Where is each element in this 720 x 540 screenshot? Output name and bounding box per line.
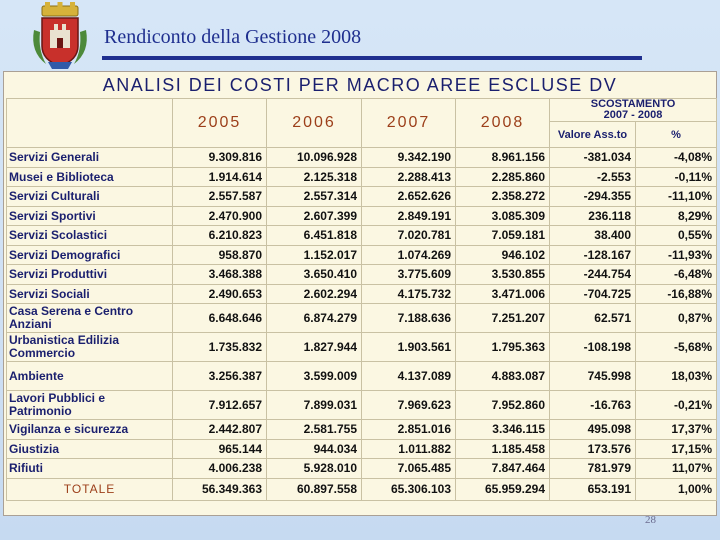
total-delta: 653.191: [550, 478, 636, 500]
cell-v2008: 3.471.006: [456, 284, 550, 304]
page-number: 28: [645, 514, 656, 526]
cell-v2006: 3.650.410: [267, 265, 362, 285]
total-label: TOTALE: [7, 478, 173, 500]
cell-pct: 8,29%: [636, 206, 717, 226]
cell-v2008: 2.285.860: [456, 167, 550, 187]
table-title: ANALISI DEI COSTI PER MACRO AREE ESCLUSE DV: [102, 75, 618, 95]
cell-v2006: 1.152.017: [267, 245, 362, 265]
row-label: Giustizia: [7, 439, 173, 459]
cell-v2008: 3.346.115: [456, 420, 550, 440]
cell-v2006: 5.928.010: [267, 459, 362, 479]
cell-v2008: 4.883.087: [456, 362, 550, 391]
scostamento-period: 2007 - 2008: [603, 109, 663, 121]
cell-v2006: 2.602.294: [267, 284, 362, 304]
cell-pct: 0,55%: [636, 226, 717, 246]
cell-v2008: 7.952.860: [456, 391, 550, 420]
row-label: Servizi Culturali: [7, 187, 173, 207]
table-row: [7, 459, 717, 479]
cell-v2007: 4.137.089: [362, 362, 456, 391]
row-label: Servizi Produttivi: [7, 265, 173, 285]
cell-pct: 17,15%: [636, 439, 717, 459]
cell-v2005: 4.006.238: [173, 459, 267, 479]
cell-delta: 38.400: [550, 226, 636, 246]
table-row: [7, 265, 717, 285]
city-crest-logo: [28, 2, 92, 72]
cell-pct: -11,10%: [636, 187, 717, 207]
total-row: [7, 478, 717, 500]
cell-pct: -0,11%: [636, 167, 717, 187]
cell-pct: -16,88%: [636, 284, 717, 304]
cell-v2005: 965.144: [173, 439, 267, 459]
cell-pct: 11,07%: [636, 459, 717, 479]
cell-v2005: 1.914.614: [173, 167, 267, 187]
table-row: [7, 187, 717, 207]
cell-pct: -4,08%: [636, 148, 717, 168]
row-label: Ambiente: [7, 362, 173, 391]
cell-v2005: 2.557.587: [173, 187, 267, 207]
cell-v2006: 1.827.944: [267, 333, 362, 362]
cell-v2007: 3.775.609: [362, 265, 456, 285]
cell-delta: -704.725: [550, 284, 636, 304]
cell-v2008: 2.358.272: [456, 187, 550, 207]
cell-v2007: 7.969.623: [362, 391, 456, 420]
cell-pct: -11,93%: [636, 245, 717, 265]
slide-title: Rendiconto della Gestione 2008: [104, 26, 362, 48]
total-v2007: 65.306.103: [362, 478, 456, 500]
row-label: Servizi Generali: [7, 148, 173, 168]
cell-v2006: 2.581.755: [267, 420, 362, 440]
total-v2005: 56.349.363: [173, 478, 267, 500]
table-panel: [3, 71, 717, 516]
title-divider: [102, 56, 642, 60]
table-row: [7, 439, 717, 459]
cell-v2008: 946.102: [456, 245, 550, 265]
cell-v2005: 6.210.823: [173, 226, 267, 246]
cell-pct: -6,48%: [636, 265, 717, 285]
year-header: 2008: [456, 99, 550, 148]
cell-v2008: 3.530.855: [456, 265, 550, 285]
header-blank: [7, 99, 173, 148]
cell-v2007: 4.175.732: [362, 284, 456, 304]
cell-pct: -5,68%: [636, 333, 717, 362]
cell-delta: 745.998: [550, 362, 636, 391]
cell-v2005: 958.870: [173, 245, 267, 265]
cell-delta: -244.754: [550, 265, 636, 285]
cell-delta: 781.979: [550, 459, 636, 479]
cell-v2006: 944.034: [267, 439, 362, 459]
cell-v2005: 1.735.832: [173, 333, 267, 362]
table-row: [7, 304, 717, 333]
table-row: [7, 284, 717, 304]
cell-delta: -16.763: [550, 391, 636, 420]
cell-v2006: 2.557.314: [267, 187, 362, 207]
cell-v2006: 2.125.318: [267, 167, 362, 187]
table-row: [7, 206, 717, 226]
year-header: 2006: [267, 99, 362, 148]
cell-delta: -128.167: [550, 245, 636, 265]
cell-v2005: 9.309.816: [173, 148, 267, 168]
cell-v2008: 7.059.181: [456, 226, 550, 246]
cell-v2005: 2.490.653: [173, 284, 267, 304]
cell-v2007: 7.065.485: [362, 459, 456, 479]
cell-delta: -294.355: [550, 187, 636, 207]
table-row: [7, 420, 717, 440]
total-pct: 1,00%: [636, 478, 717, 500]
cell-v2007: 1.074.269: [362, 245, 456, 265]
cell-v2006: 6.451.818: [267, 226, 362, 246]
scostamento-title: SCOSTAMENTO: [590, 98, 676, 110]
cell-pct: 0,87%: [636, 304, 717, 333]
cell-v2007: 2.288.413: [362, 167, 456, 187]
cell-v2006: 10.096.928: [267, 148, 362, 168]
cell-v2007: 7.188.636: [362, 304, 456, 333]
row-label: Servizi Sociali: [7, 284, 173, 304]
total-v2006: 60.897.558: [267, 478, 362, 500]
cell-delta: 495.098: [550, 420, 636, 440]
cell-delta: -381.034: [550, 148, 636, 168]
row-label: Servizi Demografici: [7, 245, 173, 265]
cell-v2006: 2.607.399: [267, 206, 362, 226]
pct-header: %: [636, 122, 717, 148]
cell-pct: 17,37%: [636, 420, 717, 440]
row-label: Servizi Sportivi: [7, 206, 173, 226]
table-row: [7, 167, 717, 187]
cell-v2008: 7.251.207: [456, 304, 550, 333]
cell-v2007: 1.011.882: [362, 439, 456, 459]
table-row: [7, 226, 717, 246]
cell-v2008: 3.085.309: [456, 206, 550, 226]
row-label: Lavori Pubblici e Patrimonio: [7, 391, 173, 420]
cell-pct: 18,03%: [636, 362, 717, 391]
cell-v2008: 7.847.464: [456, 459, 550, 479]
cell-v2008: 1.185.458: [456, 439, 550, 459]
cell-v2005: 7.912.657: [173, 391, 267, 420]
cell-v2007: 2.849.191: [362, 206, 456, 226]
cell-v2005: 6.648.646: [173, 304, 267, 333]
cell-v2008: 1.795.363: [456, 333, 550, 362]
cell-v2006: 6.874.279: [267, 304, 362, 333]
table-row: [7, 148, 717, 168]
cell-delta: -2.553: [550, 167, 636, 187]
table-row: [7, 245, 717, 265]
cell-v2007: 7.020.781: [362, 226, 456, 246]
cell-v2005: 2.442.807: [173, 420, 267, 440]
cell-delta: 62.571: [550, 304, 636, 333]
total-v2008: 65.959.294: [456, 478, 550, 500]
cell-pct: -0,21%: [636, 391, 717, 420]
cell-v2007: 2.652.626: [362, 187, 456, 207]
valore-header: Valore Ass.to: [550, 122, 636, 148]
row-label: Vigilanza e sicurezza: [7, 420, 173, 440]
year-header: 2007: [362, 99, 456, 148]
cell-v2005: 2.470.900: [173, 206, 267, 226]
table-row: [7, 362, 717, 391]
cell-delta: -108.198: [550, 333, 636, 362]
cell-v2008: 8.961.156: [456, 148, 550, 168]
scostamento-header: [550, 99, 717, 122]
cell-v2006: 7.899.031: [267, 391, 362, 420]
row-label: Casa Serena e Centro Anziani: [7, 304, 173, 333]
cost-table: [6, 98, 717, 501]
cell-delta: 236.118: [550, 206, 636, 226]
cell-v2005: 3.468.388: [173, 265, 267, 285]
table-row: [7, 391, 717, 420]
row-label: Rifiuti: [7, 459, 173, 479]
cell-v2007: 9.342.190: [362, 148, 456, 168]
cell-v2005: 3.256.387: [173, 362, 267, 391]
cell-v2006: 3.599.009: [267, 362, 362, 391]
row-label: Servizi Scolastici: [7, 226, 173, 246]
cell-v2007: 2.851.016: [362, 420, 456, 440]
row-label: Urbanistica Edilizia Commercio: [7, 333, 173, 362]
row-label: Musei e Biblioteca: [7, 167, 173, 187]
cell-v2007: 1.903.561: [362, 333, 456, 362]
table-row: [7, 333, 717, 362]
cell-delta: 173.576: [550, 439, 636, 459]
year-header: 2005: [173, 99, 267, 148]
